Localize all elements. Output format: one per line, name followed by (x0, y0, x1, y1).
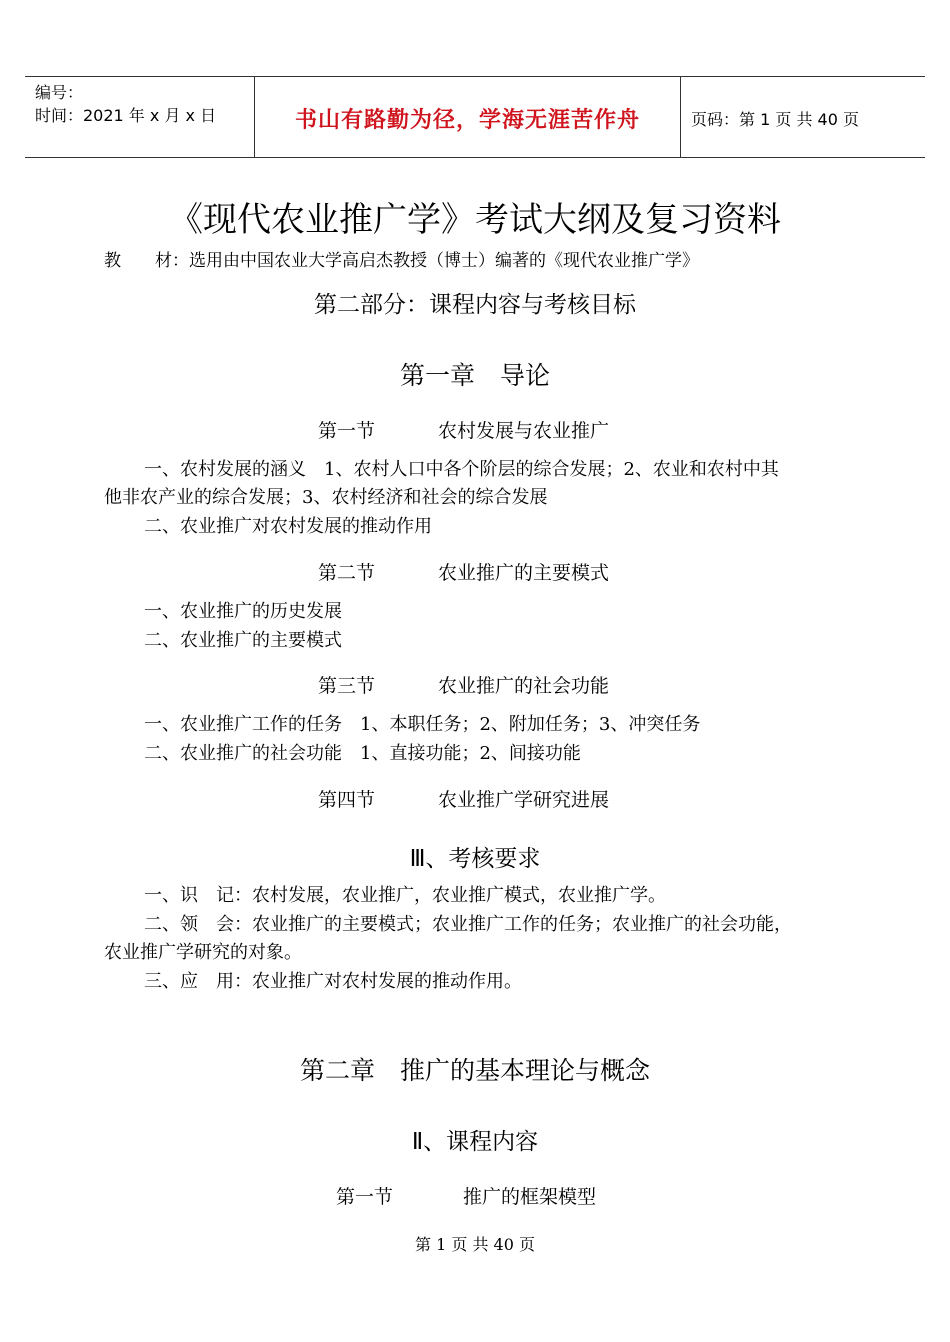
section-title: 农业推广的社会功能 (438, 675, 610, 697)
section-number: 第一节 (318, 420, 376, 442)
date-label: 时间：2021 年 x 月 x 日 (35, 106, 217, 125)
paragraph: 二、农业推广的社会功能 1、直接功能；2、间接功能 (144, 743, 581, 764)
paragraph: 一、识 记：农村发展，农业推广，农业推广模式，农业推广学。 (144, 885, 666, 906)
section-number: 第一节 (336, 1186, 394, 1208)
page-footer: 第 1 页 共 40 页 (415, 1235, 535, 1254)
paragraph: 他非农产业的综合发展；3、农村经济和社会的综合发展 (104, 487, 548, 508)
paragraph: 三、应 用：农业推广对农村发展的推动作用。 (144, 971, 522, 992)
chapter-2-title: 第二章 推广的基本理论与概念 (299, 1056, 650, 1085)
paragraph: 农业推广学研究的对象。 (104, 942, 302, 963)
header-page-info: 页码：第 1 页 共 40 页 (691, 110, 859, 129)
paragraph: 二、农业推广对农村发展的推动作用 (144, 516, 432, 537)
header-motto: 书山有路勤为径，学海无涯苦作舟 (294, 108, 640, 133)
header-meta (35, 81, 216, 127)
section-title: 农村发展与农业推广 (438, 420, 610, 442)
paragraph: 一、农业推广的历史发展 (144, 601, 342, 622)
section-title: 推广的框架模型 (463, 1186, 597, 1208)
requirements-heading: Ⅲ、考核要求 (409, 846, 541, 872)
section-number: 第二节 (318, 562, 376, 584)
paragraph: 二、领 会：农业推广的主要模式；农业推广工作的任务；农业推广的社会功能， (144, 914, 792, 935)
paragraph: 一、农村发展的涵义 1、农村人口中各个阶层的综合发展；2、农业和农村中其 (144, 459, 779, 480)
textbook-line: 教 材：选用由中国农业大学高启杰教授（博士）编著的《现代农业推广学》 (104, 251, 699, 271)
paragraph: 二、农业推广的主要模式 (144, 630, 342, 651)
code-label: 编号： (35, 83, 84, 102)
paragraph: 一、农业推广工作的任务 1、本职任务；2、附加任务；3、冲突任务 (144, 714, 701, 735)
course-content-heading: Ⅱ、课程内容 (411, 1129, 539, 1155)
section-title: 农业推广学研究进展 (438, 789, 610, 811)
page-header (25, 76, 925, 158)
header-divider (680, 77, 681, 157)
section-number: 第四节 (318, 789, 376, 811)
section-number: 第三节 (318, 675, 376, 697)
part-heading: 第二部分：课程内容与考核目标 (314, 292, 636, 318)
document-title: 《现代农业推广学》考试大纲及复习资料 (169, 200, 781, 240)
section-title: 农业推广的主要模式 (438, 562, 610, 584)
chapter-1-title: 第一章 导论 (399, 361, 550, 390)
